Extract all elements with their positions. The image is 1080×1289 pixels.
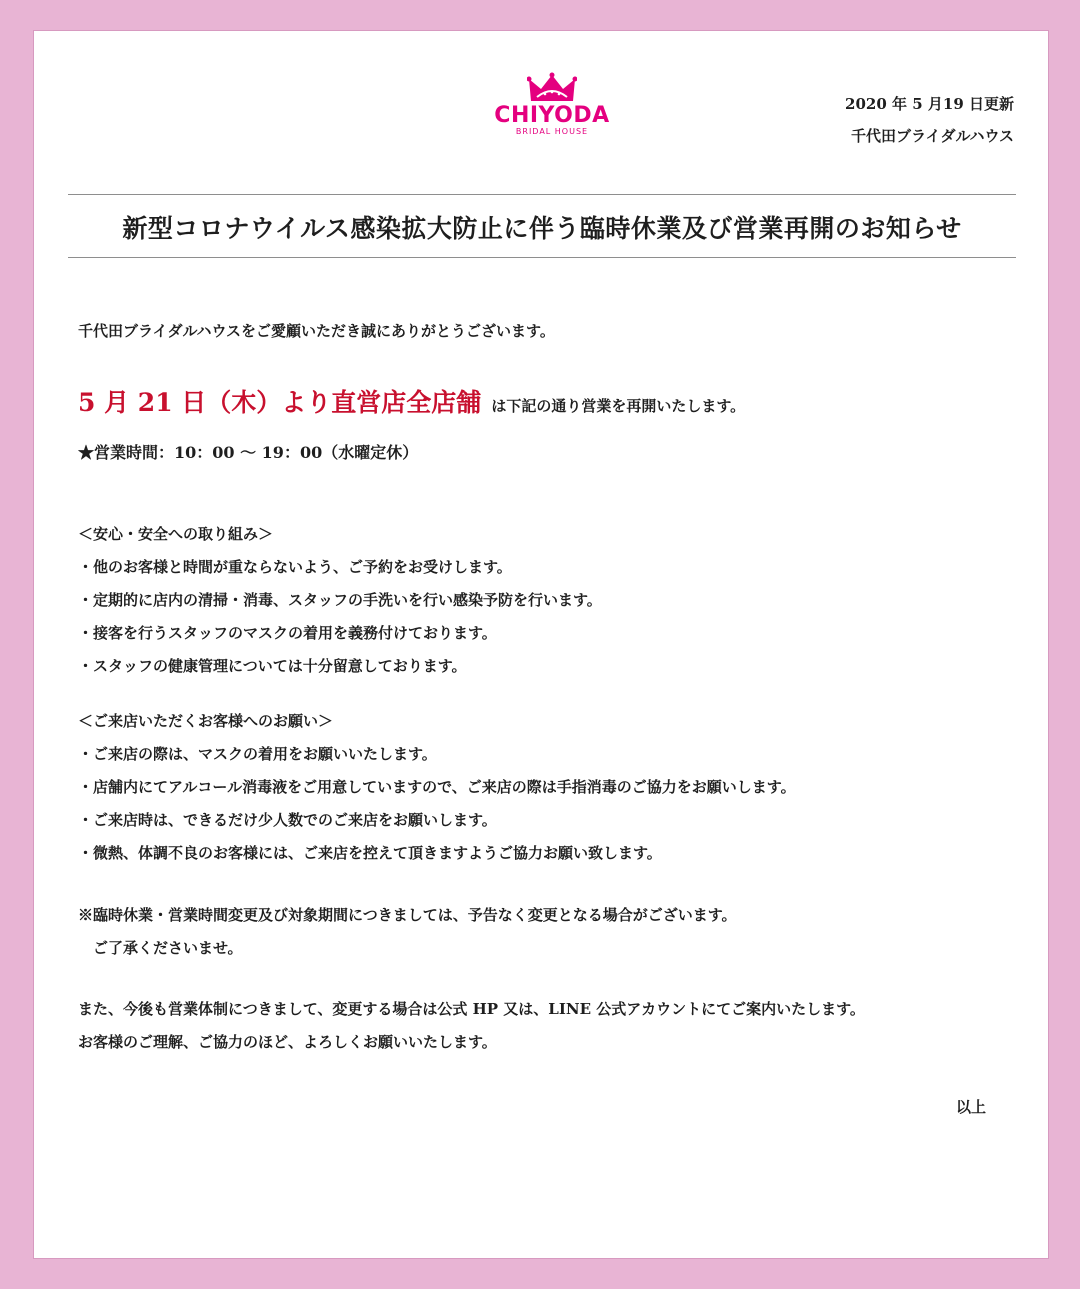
list-item: ・定期的に店内の清掃・消毒、スタッフの手洗いを行い感染予防を行います。 — [78, 591, 602, 609]
list-item: ・スタッフの健康管理については十分留意しております。 — [78, 657, 467, 675]
note-line: ※臨時休業・営業時間変更及び対象期間につきましては、予告なく変更となる場合がございます。 — [78, 906, 737, 924]
page-title: 新型コロナウイルス感染拡大防止に伴う臨時休業及び営業再開のお知らせ — [122, 214, 962, 243]
list-item: ・ご来店の際は、マスクの着用をお願いいたします。 — [78, 745, 437, 763]
brand-logo — [486, 71, 618, 137]
list-item: ・接客を行うスタッフのマスクの着用を義務付けております。 — [78, 624, 497, 642]
crown-icon — [527, 71, 577, 105]
outro-line: また、今後も営業体制につきまして、変更する場合は公式 HP 又は、LINE 公式アカウントにてご案内いたします。 — [78, 1000, 865, 1018]
reopen-announcement — [78, 383, 745, 419]
company-name: 千代田ブライダルハウス — [850, 127, 1014, 145]
title-bottom-divider — [68, 257, 1016, 258]
disclaimer-note — [78, 899, 737, 965]
safety-section — [78, 518, 602, 683]
closing-text: 以上 — [956, 1098, 987, 1116]
title-top-divider — [68, 194, 1016, 195]
requests-heading: ＜ご来店いただくお客様へのお願い＞ — [78, 712, 334, 730]
list-item: ・他のお客様と時間が重ならないよう、ご予約をお受けします。 — [78, 558, 512, 576]
list-item: ・ご来店時は、できるだけ少人数でのご来店をお願いします。 — [78, 811, 497, 829]
list-item: ・店舗内にてアルコール消毒液をご用意していますので、ご来店の際は手指消毒のご協力をお願いします。 — [78, 778, 796, 796]
requests-section — [78, 705, 796, 870]
greeting-text: 千代田ブライダルハウスをご愛顧いただき誠にありがとうございます。 — [78, 322, 555, 340]
updated-date: 2020 年 5 月19 日更新 — [845, 95, 1014, 113]
reopen-highlight: 5 月 21 日（木）より直営店全店舗 — [78, 388, 482, 417]
reopen-tail: は下記の通り営業を再開いたします。 — [491, 397, 746, 415]
header-meta — [845, 88, 1014, 152]
outro-text — [78, 993, 865, 1059]
note-line: ご了承くださいませ。 — [78, 939, 243, 957]
safety-heading: ＜安心・安全への取り組み＞ — [78, 525, 274, 543]
notice-sheet — [34, 31, 1048, 1258]
logo-name: CHIYODA — [494, 103, 610, 128]
list-item: ・微熱、体調不良のお客様には、ご来店を控えて頂きますようご協力お願い致します。 — [78, 844, 662, 862]
outro-line: お客様のご理解、ご協力のほど、よろしくお願いいたします。 — [78, 1033, 497, 1051]
logo-subtitle: BRIDAL HOUSE — [515, 127, 589, 136]
business-hours: ★営業時間：10：00 〜 19：00（水曜定休） — [78, 443, 419, 462]
